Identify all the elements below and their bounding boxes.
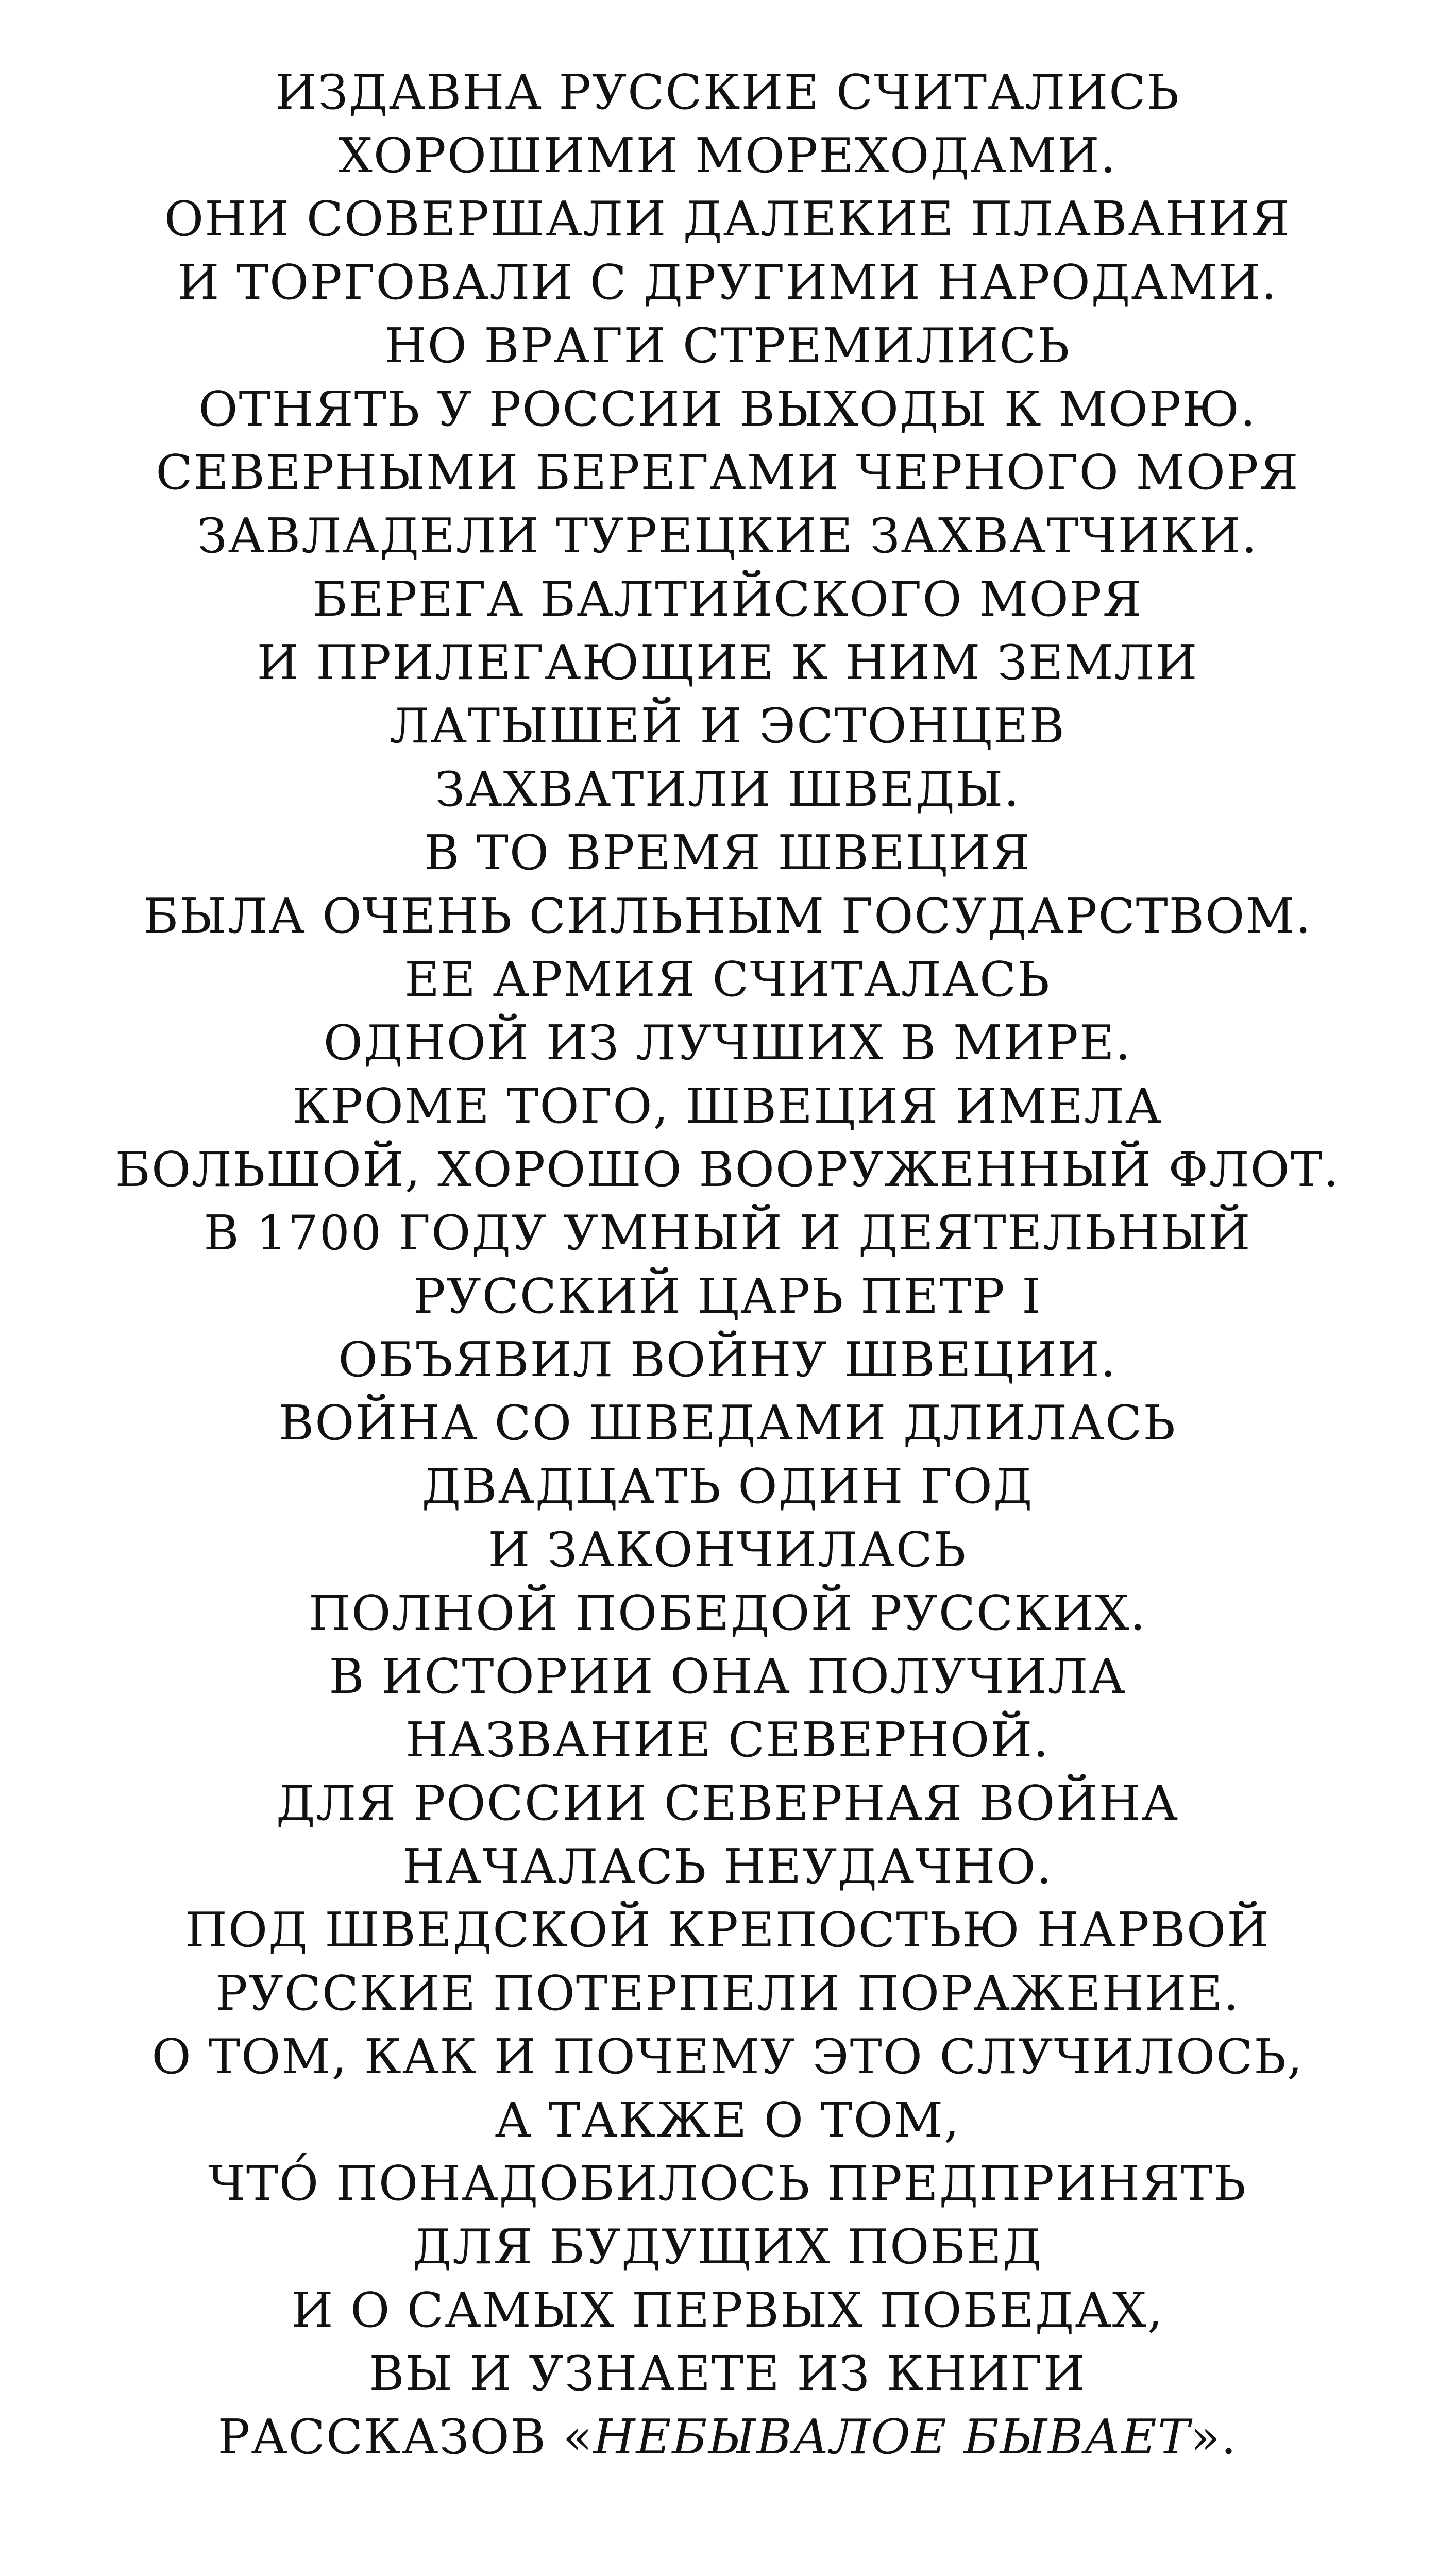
text-line: РУССКИЙ ЦАРЬ ПЕТР I (413, 1268, 1042, 1324)
text-line: И ТОРГОВАЛИ С ДРУГИМИ НАРОДАМИ. (177, 255, 1278, 310)
text-line: ДЛЯ РОССИИ СЕВЕРНАЯ ВОЙНА (276, 1775, 1179, 1831)
text-line: РУССКИЕ ПОТЕРПЕЛИ ПОРАЖЕНИЕ. (215, 1965, 1240, 2021)
text-line: ИЗДАВНА РУССКИЕ СЧИТАЛИСЬ (275, 64, 1180, 120)
text-line: ОНИ СОВЕРШАЛИ ДАЛЕКИЕ ПЛАВАНИЯ (164, 191, 1291, 247)
text-line: ЛАТЫШЕЙ И ЭСТОНЦЕВ (390, 698, 1065, 754)
text-line: ОДНОЙ ИЗ ЛУЧШИХ В МИРЕ. (323, 1015, 1132, 1071)
text-line: ДЛЯ БУДУЩИХ ПОБЕД (412, 2219, 1043, 2275)
text-line: ДВАДЦАТЬ ОДИН ГОД (421, 1459, 1034, 1514)
text-line: ОТНЯТЬ У РОССИИ ВЫХОДЫ К МОРЮ. (198, 381, 1257, 437)
text-line: КРОМЕ ТОГО, ШВЕЦИЯ ИМЕЛА (292, 1078, 1163, 1134)
last-line-prefix: РАССКАЗОВ « (217, 2409, 594, 2465)
text-line: ХОРОШИМИ МОРЕХОДАМИ. (338, 128, 1117, 183)
text-line: ПОД ШВЕДСКОЙ КРЕПОСТЬЮ НАРВОЙ (185, 1902, 1270, 1958)
text-line: В ТО ВРЕМЯ ШВЕЦИЯ (424, 825, 1031, 880)
text-block (0, 61, 1455, 2469)
text-line: БЕРЕГА БАЛТИЙСКОГО МОРЯ (312, 571, 1143, 627)
text-line: ОБЪЯВИЛ ВОЙНУ ШВЕЦИИ. (338, 1332, 1117, 1387)
text-line: БЫЛА ОЧЕНЬ СИЛЬНЫМ ГОСУДАРСТВОМ. (143, 888, 1312, 944)
book-title: НЕБЫВАЛОЕ БЫВАЕТ (593, 2409, 1191, 2465)
text-line: БОЛЬШОЙ, ХОРОШО ВООРУЖЕННЫЙ ФЛОТ. (115, 1142, 1340, 1197)
text-line: А ТАКЖЕ О ТОМ, (495, 2092, 960, 2148)
text-line: ЗАХВАТИЛИ ШВЕДЫ. (435, 761, 1020, 817)
text-line: ЧТО́ ПОНАДОБИЛОСЬ ПРЕДПРИНЯТЬ (208, 2156, 1247, 2211)
text-line: И ЗАКОНЧИЛАСЬ (488, 1522, 967, 1578)
text-line: И ПРИЛЕГАЮЩИЕ К НИМ ЗЕМЛИ (257, 635, 1198, 690)
text-line-last (0, 2405, 1455, 2469)
text-line: О ТОМ, КАК И ПОЧЕМУ ЭТО СЛУЧИЛОСЬ, (151, 2029, 1304, 2084)
text-line: ВЫ И УЗНАЕТЕ ИЗ КНИГИ (369, 2346, 1086, 2401)
text-line: В ИСТОРИИ ОНА ПОЛУЧИЛА (329, 1649, 1126, 1704)
text-line: В 1700 ГОДУ УМНЫЙ И ДЕЯТЕЛЬНЫЙ (204, 1205, 1251, 1261)
text-line: ЕЕ АРМИЯ СЧИТАЛАСЬ (404, 952, 1051, 1007)
last-line-suffix: ». (1190, 2409, 1238, 2465)
text-line: ВОЙНА СО ШВЕДАМИ ДЛИЛАСЬ (278, 1395, 1177, 1451)
text-line: ЗАВЛАДЕЛИ ТУРЕЦКИЕ ЗАХВАТЧИКИ. (197, 508, 1258, 564)
text-line: НАЧАЛАСЬ НЕУДАЧНО. (402, 1839, 1053, 1894)
text-line: НАЗВАНИЕ СЕВЕРНОЙ. (405, 1712, 1050, 1768)
text-line: И О САМЫХ ПЕРВЫХ ПОБЕДАХ, (291, 2282, 1164, 2338)
text-line: НО ВРАГИ СТРЕМИЛИСЬ (384, 318, 1071, 374)
text-line: ПОЛНОЙ ПОБЕДОЙ РУССКИХ. (308, 1585, 1146, 1641)
text-line: СЕВЕРНЫМИ БЕРЕГАМИ ЧЕРНОГО МОРЯ (156, 445, 1299, 500)
